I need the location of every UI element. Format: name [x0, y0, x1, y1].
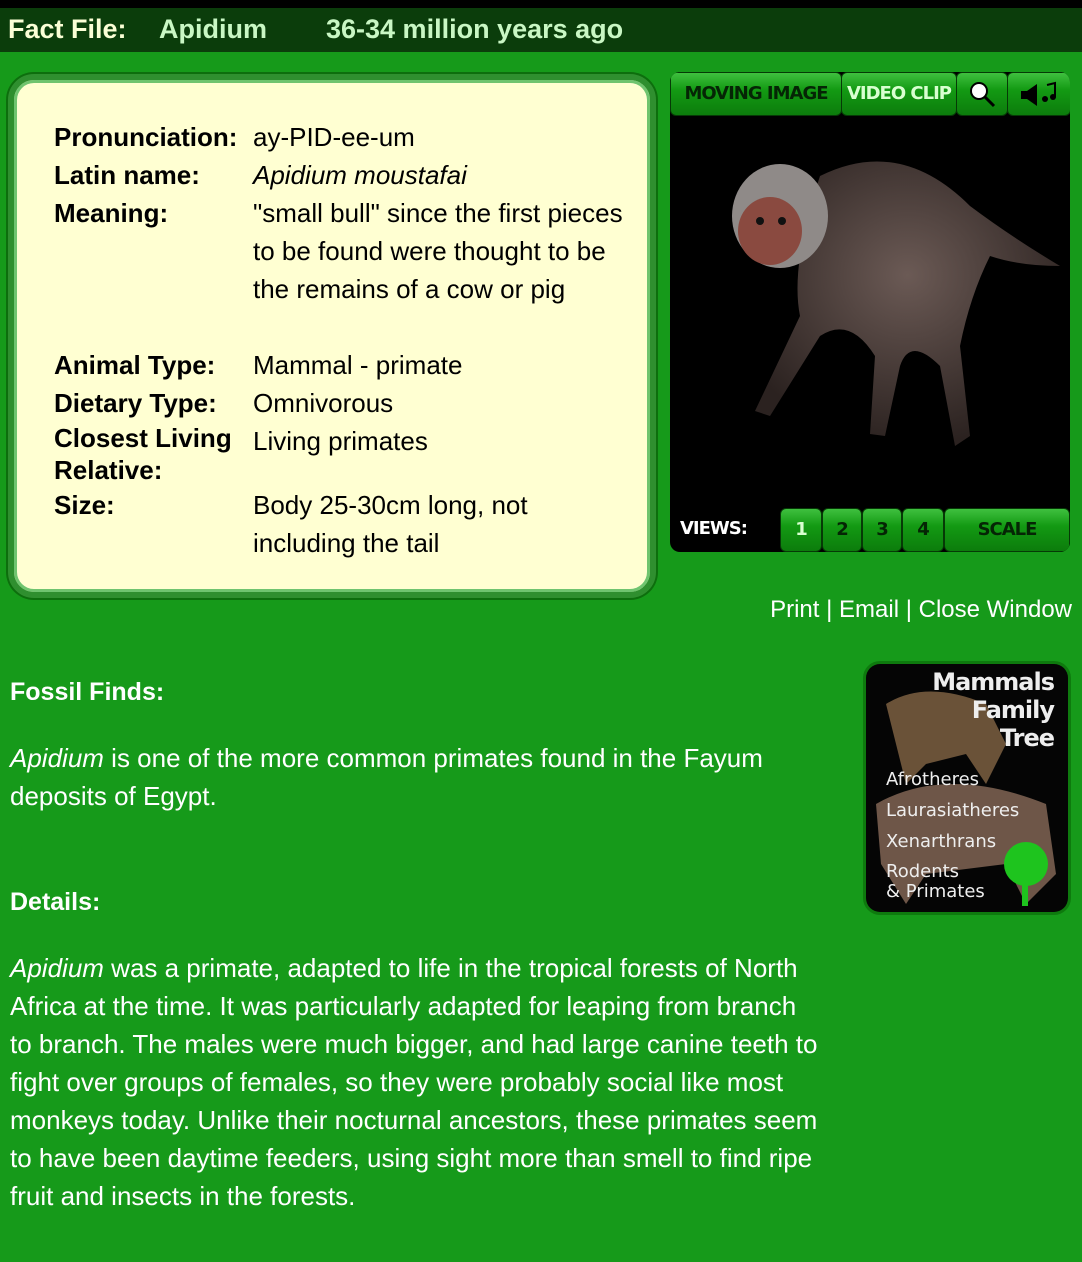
tree-item-laurasiatheres[interactable]: Laurasiatheres — [886, 800, 1020, 821]
media-viewer — [670, 72, 1070, 552]
fact-value: "small bull" since the first pieces to be found were thought to be the remains of a cow or pig — [253, 198, 623, 304]
fact-label: Meaning: — [54, 198, 169, 228]
apidium-image — [670, 116, 1070, 506]
view-4-button[interactable]: 4 — [902, 508, 944, 552]
tree-item-xenarthrans[interactable]: Xenarthrans — [886, 831, 997, 852]
tree-item-afrotheres[interactable]: Afrotheres — [886, 769, 980, 790]
details-text — [10, 949, 825, 1215]
family-tree-title: Mammals Family Tree — [932, 668, 1054, 752]
separator: | — [905, 596, 912, 623]
fact-value: Living primates — [253, 426, 428, 456]
header-label: Fact File: — [8, 14, 127, 44]
details-heading: Details: — [10, 888, 101, 916]
views-label: VIEWS: — [680, 518, 747, 539]
moving-image-button[interactable]: MOVING IMAGE — [670, 72, 842, 116]
fact-value: Body 25-30cm long, not including the tail — [253, 490, 528, 558]
fact-label: Dietary Type: — [54, 388, 217, 418]
fossil-text: is one of the more common primates found in the Fayum deposits of Egypt. — [10, 743, 763, 811]
time-period: 36-34 million years ago — [326, 14, 624, 44]
magnifier-icon — [967, 79, 997, 109]
fact-label: Latin name: — [54, 160, 200, 190]
species-name: Apidium — [10, 953, 104, 983]
close-window-link[interactable]: Close Window — [918, 596, 1072, 623]
fact-value: Mammal - primate — [253, 350, 463, 380]
view-1-button[interactable]: 1 — [780, 508, 822, 552]
separator: | — [826, 596, 833, 623]
mammals-family-tree-link[interactable] — [866, 664, 1068, 912]
details-body: was a primate, adapted to life in the tropical forests of North Africa at the time. It was particularly adapted for leaping from branch to branch. The males were much bigger, and had large canine teeth to fight over groups of females, so they were probably social like most monkeys today. Unlike their nocturnal ancestors, these primates seem to have been daytime feeders, using sight more than smell to find ripe fruit and insects in the forests. — [10, 953, 818, 1211]
species-name: Apidium — [10, 743, 104, 773]
scale-button[interactable]: SCALE — [944, 508, 1070, 552]
fact-value: Omnivorous — [253, 388, 394, 418]
fact-value: ay-PID-ee-um — [253, 122, 415, 152]
print-link[interactable]: Print — [770, 596, 820, 623]
top-strip — [0, 0, 1082, 8]
tree-item-primates[interactable]: & Primates — [886, 881, 985, 902]
fact-label: Closest Living Relative: — [54, 423, 232, 485]
zoom-button[interactable] — [956, 72, 1008, 116]
email-link[interactable]: Email — [839, 596, 900, 623]
view-3-button[interactable]: 3 — [862, 508, 902, 552]
fact-card — [8, 74, 656, 598]
fact-label: Pronunciation: — [54, 122, 238, 152]
fossil-finds-heading: Fossil Finds: — [10, 678, 165, 706]
tree-item-rodents[interactable]: Rodents — [886, 861, 960, 882]
animal-name: Apidium — [159, 14, 267, 44]
speaker-music-icon — [1017, 79, 1061, 109]
fact-file-header — [0, 8, 1082, 52]
tree-icon — [1004, 842, 1048, 906]
fossil-finds-text — [10, 739, 810, 815]
fact-label: Size: — [54, 490, 115, 520]
fact-value: Apidium moustafai — [253, 160, 467, 190]
video-clip-button[interactable]: VIDEO CLIP — [841, 72, 957, 116]
sound-button[interactable] — [1007, 72, 1070, 116]
action-links — [770, 596, 1072, 624]
view-2-button[interactable]: 2 — [822, 508, 862, 552]
fact-label: Animal Type: — [54, 350, 216, 380]
